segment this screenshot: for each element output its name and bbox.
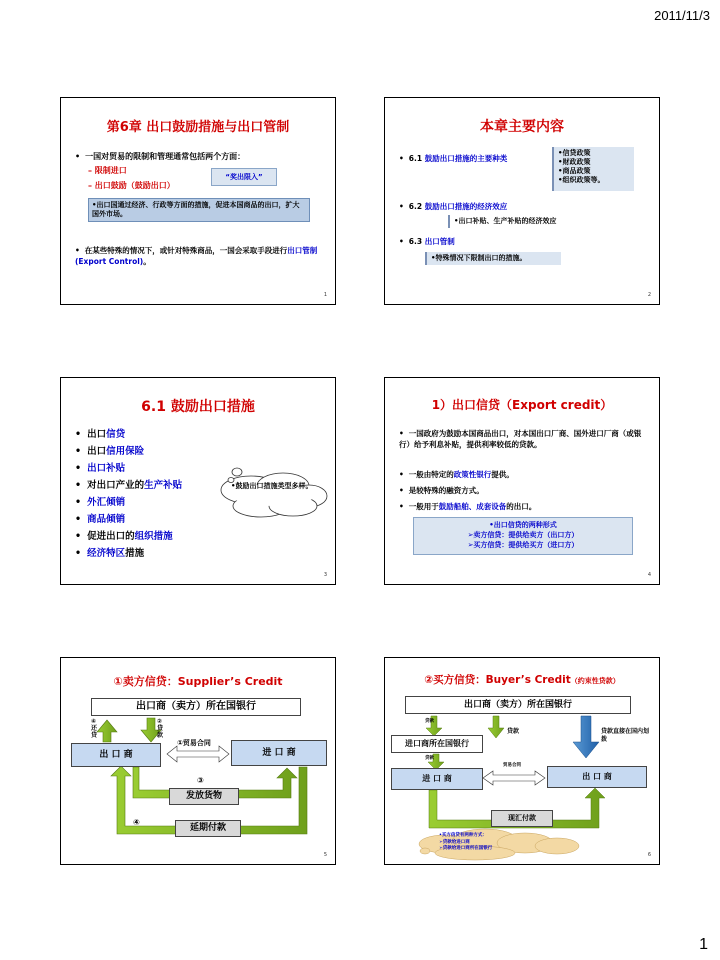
slide-5-exporter-box: 出 口 商 xyxy=(71,743,161,767)
slide-4-bullet-4: • 一般用于鼓励船舶、成套设备的出口。 xyxy=(399,502,537,511)
slide-number: 6 xyxy=(647,852,651,858)
slide-4 xyxy=(384,377,660,585)
slide-2-item-1-notes: •信贷政策 •财政政策 •商品政策 •组织政策等。 xyxy=(552,147,634,191)
slide-2-item-3: • 6.3 出口管制 xyxy=(399,237,455,246)
slide-6-direct-label: 贷款直接在国内划拨 xyxy=(601,728,650,743)
slide-4-title: 1）出口信贷（Export credit） xyxy=(431,398,613,412)
slide-5 xyxy=(60,657,336,865)
slide-6-contract-label: 贸易合同 xyxy=(503,763,521,768)
slide-6-cash-box: 现汇付款 xyxy=(491,810,553,827)
slide-1 xyxy=(60,97,336,305)
slide-1-tag: “奖出限入” xyxy=(211,168,277,186)
slide-1-bullet-1: • 一国对贸易的限制和管理通常包括两个方面： xyxy=(75,152,246,161)
slide-number: 4 xyxy=(647,572,651,578)
slide-2-item-3-note: •特殊情况下限制出口的措施。 xyxy=(425,252,561,265)
list-item: • 出口信用保险 xyxy=(75,446,145,457)
slide-2-item-2-note: •出口补贴、生产补贴的经济效应 xyxy=(448,215,618,228)
slide-5-label-ship: ③ xyxy=(197,776,204,785)
slide-6-loan-small-label: 贷款 xyxy=(425,719,434,724)
slide-6-exporter-box: 出 口 商 xyxy=(547,766,647,788)
list-item: • 对出口产业的生产补贴 xyxy=(75,480,183,491)
slide-3 xyxy=(60,377,336,585)
slide-4-credit-forms: •出口信贷的两种形式 ➢卖方信贷：提供给卖方（出口方） ➢买方信贷：提供给买方（进口方） xyxy=(413,517,633,555)
slide-5-importer-box: 进 口 商 xyxy=(231,740,327,766)
slide-6-cloud-text: •买方信贷有两种方式： ➢贷款给进口商 ➢贷款给进口商所在国银行 xyxy=(439,833,493,851)
slide-6-importer-box: 进 口 商 xyxy=(391,768,483,790)
slide-1-sub-1: – 限制进口 xyxy=(88,166,127,175)
slide-number: 2 xyxy=(647,292,651,298)
list-item: • 经济特区措施 xyxy=(75,548,145,559)
slide-5-label-deferred: ④ xyxy=(133,818,140,827)
slide-2-item-2: • 6.2 鼓励出口措施的经济效应 xyxy=(399,202,508,211)
slide-1-bullet-2: • 在某些特殊的情况下，或针对特殊商品，一国会采取手段进行出口管制(Export Control)。 xyxy=(75,246,318,266)
list-item: • 商品倾销 xyxy=(75,514,126,525)
slide-5-deferred-box: 延期付款 xyxy=(175,820,241,837)
header-date: 2011/11/3 xyxy=(654,8,710,23)
slide-3-cloud-text: •鼓励出口措施类型多样。 xyxy=(231,482,313,490)
slide-5-label-repay: ④还贷 xyxy=(91,718,98,739)
slide-6-bank-box: 出口商（卖方）所在国银行 xyxy=(405,696,631,714)
slide-4-bullet-1: • 一国政府为鼓励本国商品出口，对本国出口厂商、国外进口厂商（或银行）给予利息补贴，提供利率较低的贷款。 xyxy=(399,429,642,449)
slide-1-title: 第6章 出口鼓励措施与出口管制 xyxy=(106,120,290,135)
slide-5-bank-box: 出口商（卖方）所在国银行 xyxy=(91,698,301,716)
slide-2-title: 本章主要内容 xyxy=(480,119,564,135)
slide-6-loan-label: 贷款 xyxy=(507,728,520,735)
slide-2-item-1: • 6.1 鼓励出口措施的主要种类 xyxy=(399,154,508,163)
slide-3-title: 6.1 鼓励出口措施 xyxy=(141,399,255,415)
list-item: • 促进出口的组织措施 xyxy=(75,531,173,542)
list-item: • 出口信贷 xyxy=(75,429,126,440)
slide-6-loan-small-label-2: 贷款 xyxy=(425,756,434,761)
list-item: • 出口补贴 xyxy=(75,463,126,474)
slide-number: 3 xyxy=(323,572,327,578)
slide-5-title: ①卖方信贷：Supplier’s Credit xyxy=(113,675,283,688)
slide-number: 5 xyxy=(323,852,327,858)
slide-5-ship-box: 发放货物 xyxy=(169,788,239,805)
slide-4-bullet-2: • 一般由特定的政策性银行提供。 xyxy=(399,470,514,479)
slide-6 xyxy=(384,657,660,865)
slide-5-contract-label: ①贸易合同 xyxy=(177,739,211,747)
slide-1-note: •出口国通过经济、行政等方面的措施，促进本国商品的出口，扩大国外市场。 xyxy=(88,198,310,222)
slide-6-title: ②买方信贷：Buyer’s Credit（约束性贷款） xyxy=(424,674,620,686)
list-item: • 外汇倾销 xyxy=(75,497,126,508)
slide-1-sub-2: – 出口鼓励（鼓励出口） xyxy=(88,181,175,190)
slide-4-bullet-3: • 是较特殊的融资方式。 xyxy=(399,486,484,495)
slide-2 xyxy=(384,97,660,305)
slide-6-importer-bank-box: 进口商所在国银行 xyxy=(391,735,483,753)
page-number: 1 xyxy=(699,936,708,953)
slide-number: 1 xyxy=(323,292,327,298)
slide-5-label-loan: ②贷款 xyxy=(157,718,164,739)
